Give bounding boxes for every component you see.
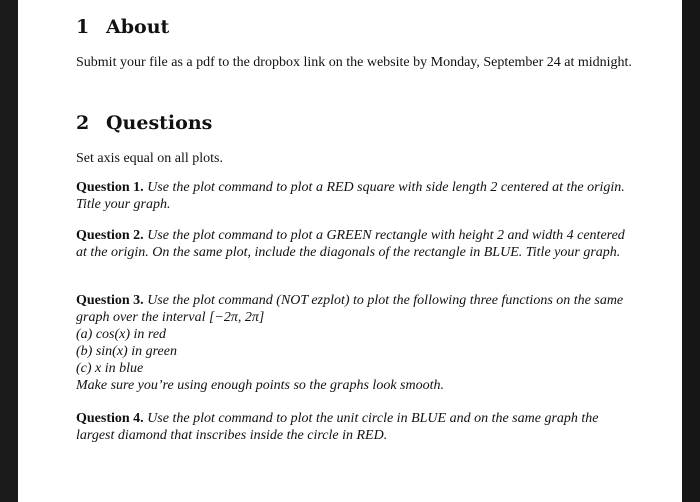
- section-number: 2: [76, 112, 90, 134]
- left-dark-margin: [0, 0, 18, 502]
- about-text: Submit your file as a pdf to the dropbox link on the website by Monday, September 24 at midnight.: [76, 55, 632, 70]
- question-3: [76, 292, 632, 394]
- question-text: Use the plot command to plot a RED square with side length 2 centered at the origin. Title your graph.: [76, 180, 625, 212]
- section-heading: [76, 110, 632, 136]
- question-subitem: (b) sin(x) in green: [76, 344, 177, 359]
- question-note: Make sure you’re using enough points so the graphs look smooth.: [76, 378, 444, 393]
- question-subitem: (c) x in blue: [76, 361, 144, 376]
- question-2: [76, 227, 632, 261]
- question-text: Use the plot command to plot the unit circle in BLUE and on the same graph the largest diamond that inscribes inside the circle in RED.: [76, 411, 599, 443]
- intro-text: Set axis equal on all plots.: [76, 151, 223, 166]
- section-title: About: [106, 16, 170, 38]
- section-questions: [76, 110, 632, 136]
- section-about: [76, 14, 632, 40]
- question-label: Question 3.: [76, 293, 144, 308]
- question-text: Use the plot command to plot a GREEN rectangle with height 2 and width 4 centered at the origin. On the same plot, include the diagonals of the rectangle in BLUE. Title your graph.: [76, 228, 625, 260]
- section-number: 1: [76, 16, 90, 38]
- about-paragraph: [76, 54, 632, 71]
- section-title: Questions: [106, 112, 213, 134]
- section-heading: [76, 14, 632, 40]
- intro-paragraph: [76, 150, 632, 167]
- question-4: [76, 410, 632, 444]
- question-label: Question 4.: [76, 411, 144, 426]
- question-subitem: (a) cos(x) in red: [76, 327, 167, 342]
- right-dark-margin: [682, 0, 700, 502]
- question-text: Use the plot command (NOT ezplot) to plot the following three functions on the same graph over the interval [−2π, 2π]: [76, 293, 624, 325]
- question-label: Question 2.: [76, 228, 144, 243]
- question-label: Question 1.: [76, 180, 144, 195]
- question-1: [76, 179, 632, 213]
